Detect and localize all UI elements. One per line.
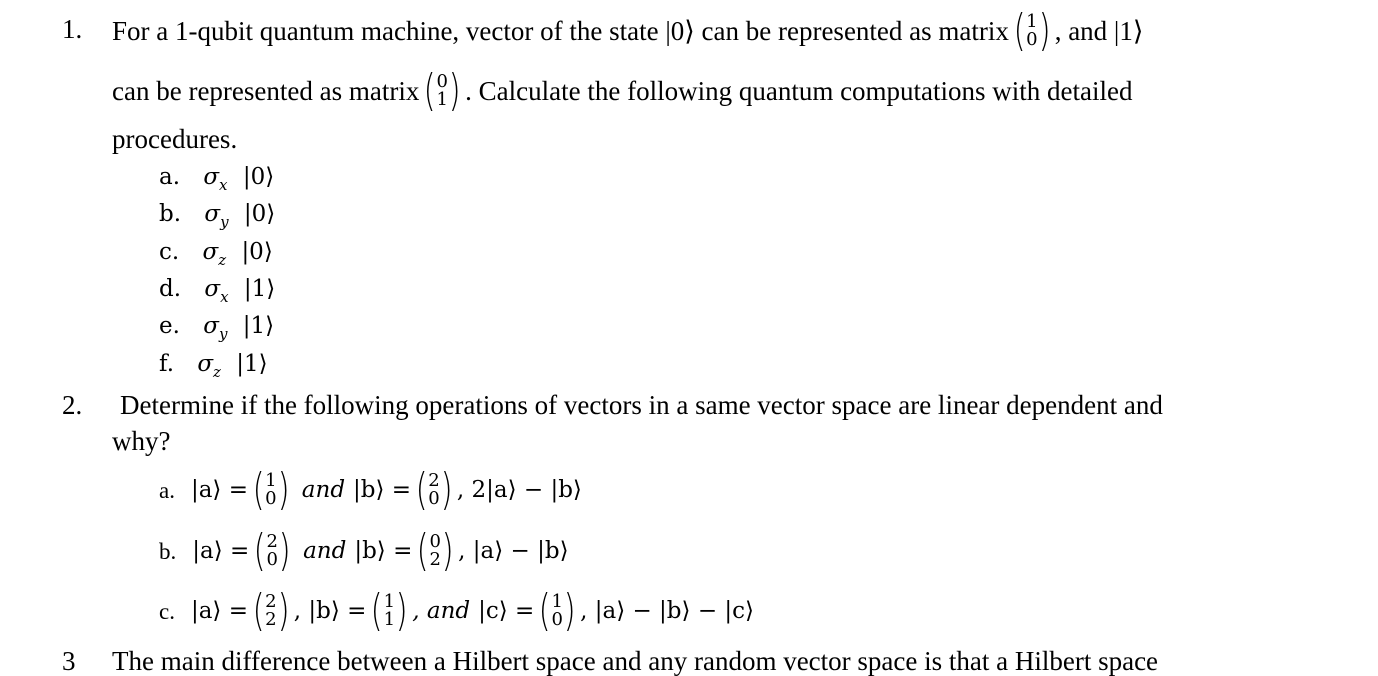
- question-number: 1.: [62, 14, 83, 44]
- column-vector: ( 2 0 ): [253, 525, 291, 576]
- sub-item: b. |a⟩ = ( 2 0 ) and |b⟩ = ( 0 2 ) , |a⟩ − |b⟩: [159, 525, 569, 576]
- question-3-cutoff: [0, 646, 1378, 676]
- sub-item: a. |a⟩ = ( 1 0 ) and |b⟩ = ( 2 0 ) , 2|a⟩ − |b⟩: [159, 464, 582, 515]
- question-number: 2.: [62, 390, 83, 420]
- question-text: , and |1⟩: [1054, 15, 1144, 46]
- sub-item: c. |a⟩ = ( 2 2 ) , |b⟩ = ( 1 1 ) , and |c⟩ = ( 1 0 ) , |a⟩ − |b⟩ − |c⟩: [159, 585, 755, 636]
- column-vector: ( 1 0 ): [1013, 5, 1051, 56]
- column-vector: ( 1 0 ): [538, 585, 576, 636]
- question-text: Determine if the following operations of vectors in a same vector space are linear dependent and: [120, 390, 1163, 420]
- sub-item: d. $\sigma_x$ |1⟩: [159, 276, 276, 306]
- question-text: The main difference between a Hilbert space and any random vector space is that a Hilbert space: [112, 646, 1159, 676]
- column-vector: ( 2 2 ): [252, 585, 290, 636]
- question-text: why?: [112, 426, 171, 456]
- sub-item: b. $\sigma_y$ |0⟩: [159, 201, 276, 231]
- sub-item: c. $\sigma_z$ |0⟩: [159, 239, 273, 269]
- question-text: can be represented as matrix: [112, 75, 420, 106]
- column-vector: ( 0 1 ): [423, 65, 461, 116]
- question-text: . Calculate the following quantum computations with detailed: [465, 75, 1133, 106]
- sub-item: f. $\sigma_z$ |1⟩: [159, 351, 268, 381]
- column-vector: ( 0 2 ): [416, 525, 454, 576]
- column-vector: ( 1 1 ): [371, 585, 408, 636]
- column-vector: ( 1 0 ): [252, 464, 290, 515]
- sub-item: a. $\sigma_x$ |0⟩: [159, 164, 275, 194]
- question-text: For a 1-qubit quantum machine, vector of the state |0⟩ can be represented as matrix: [112, 15, 1009, 46]
- sub-item: e. $\sigma_y$ |1⟩: [159, 313, 275, 343]
- column-vector: ( 2 0 ): [415, 464, 453, 515]
- question-line: [112, 5, 1144, 56]
- question-line: [112, 65, 1133, 116]
- question-number: 3: [62, 646, 76, 676]
- question-text: procedures.: [112, 124, 238, 154]
